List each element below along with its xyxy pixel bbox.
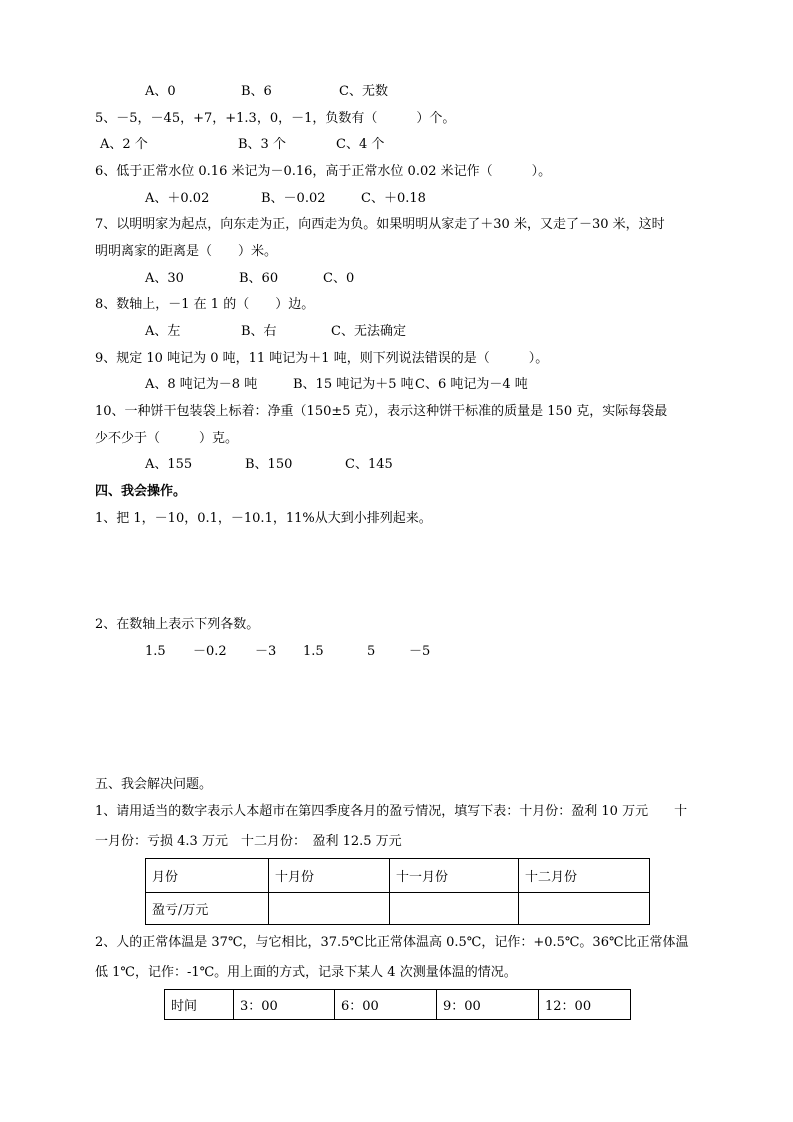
section-5-question-2-line1: 2、人的正常体温是 37℃，与它相比，37.5℃比正常体温高 0.5℃，记作：+0.5℃。36℃比正常体温 <box>95 935 689 950</box>
option-c: C、无数 <box>339 84 388 99</box>
q9-options <box>145 377 528 393</box>
q10-options <box>145 457 393 473</box>
question-10-line2: 少不少于（ ）克。 <box>95 431 239 446</box>
answer-cell-dec[interactable] <box>519 893 650 925</box>
section-5-question-1-line1: 1、请用适当的数字表示人本超市在第四季度各月的盈亏情况，填写下表：十月份：盈利 10 万元 十 <box>95 804 688 819</box>
table-row <box>146 893 650 925</box>
answer-cell-nov[interactable] <box>390 893 519 925</box>
option-b: B、右 <box>241 324 277 339</box>
number-item: 1.5 <box>303 644 324 659</box>
q7-options <box>145 271 354 287</box>
option-a: A、2 个 <box>100 137 148 152</box>
q4-options <box>145 84 388 100</box>
section-4-question-2: 2、在数轴上表示下列各数。 <box>95 617 260 632</box>
section-5-question-1-line2: 一月份：亏损 4.3 万元 十二月份： 盈利 12.5 万元 <box>95 834 402 849</box>
table-row <box>146 859 650 893</box>
question-10-line1: 10、一种饼干包装袋上标着：净重（150±5 克），表示这种饼干标准的质量是 150 克，实际每袋最 <box>95 404 668 419</box>
table-header-cell: 十月份 <box>269 859 390 893</box>
table-header-cell: 12：00 <box>539 990 631 1020</box>
number-item: 1.5 <box>145 644 166 659</box>
option-b: B、6 <box>241 84 272 99</box>
table-row <box>165 990 631 1020</box>
table-header-cell: 十一月份 <box>390 859 519 893</box>
option-b: B、15 吨记为＋5 吨 <box>293 377 414 392</box>
number-item: －0.2 <box>193 644 227 659</box>
table-header-cell: 9：00 <box>437 990 539 1020</box>
number-item: －3 <box>255 644 277 659</box>
option-c: C、4 个 <box>336 137 385 152</box>
option-b: B、－0.02 <box>261 191 326 206</box>
question-9: 9、规定 10 吨记为 0 吨，11 吨记为＋1 吨，则下列说法错误的是（ ）。 <box>95 351 549 366</box>
option-a: A、左 <box>145 324 181 339</box>
section-4-heading: 四、我会操作。 <box>95 484 187 499</box>
option-c: C、0 <box>323 271 355 286</box>
question-5: 5、－5，－45，+7，+1.3，0，－1，负数有（ ）个。 <box>95 111 456 126</box>
table-row-label: 盈亏/万元 <box>146 893 269 925</box>
option-a: A、＋0.02 <box>145 191 210 206</box>
option-b: B、3 个 <box>238 137 286 152</box>
number-list <box>145 644 430 660</box>
option-a: A、0 <box>145 84 176 99</box>
temperature-table <box>164 989 631 1020</box>
option-c: C、6 吨记为－4 吨 <box>415 377 528 392</box>
number-item: －5 <box>409 644 431 659</box>
q8-options <box>145 324 406 340</box>
table-header-cell: 月份 <box>146 859 269 893</box>
option-a: A、8 吨记为－8 吨 <box>145 377 258 392</box>
option-c: C、145 <box>345 457 393 472</box>
option-a: A、155 <box>145 457 193 472</box>
question-6: 6、低于正常水位 0.16 米记为－0.16，高于正常水位 0.02 米记作（ ）。 <box>95 164 552 179</box>
table-header-cell: 6：00 <box>335 990 437 1020</box>
option-b: B、60 <box>239 271 279 286</box>
q6-options <box>145 191 426 207</box>
option-c: C、＋0.18 <box>361 191 426 206</box>
table-header-cell: 时间 <box>165 990 234 1020</box>
option-b: B、150 <box>245 457 293 472</box>
table-header-cell: 十二月份 <box>519 859 650 893</box>
question-8: 8、数轴上，－1 在 1 的（ ）边。 <box>95 297 315 312</box>
option-a: A、30 <box>145 271 184 286</box>
section-4-question-1: 1、把 1，－10，0.1，－10.1，11%从大到小排列起来。 <box>95 511 432 526</box>
question-7-line1: 7、以明明家为起点，向东走为正，向西走为负。如果明明从家走了＋30 米，又走了－30 米，这时 <box>95 217 665 232</box>
question-7-line2: 明明离家的距离是（ ）米。 <box>95 244 278 259</box>
profit-loss-table <box>145 858 650 925</box>
q5-options <box>100 137 384 153</box>
option-c: C、无法确定 <box>331 324 406 339</box>
table-header-cell: 3：00 <box>234 990 335 1020</box>
answer-cell-oct[interactable] <box>269 893 390 925</box>
section-5-heading: 五、我会解决问题。 <box>95 777 213 792</box>
number-item: 5 <box>367 644 376 659</box>
section-5-question-2-line2: 低 1℃，记作：-1℃。用上面的方式，记录下某人 4 次测量体温的情况。 <box>95 965 517 980</box>
